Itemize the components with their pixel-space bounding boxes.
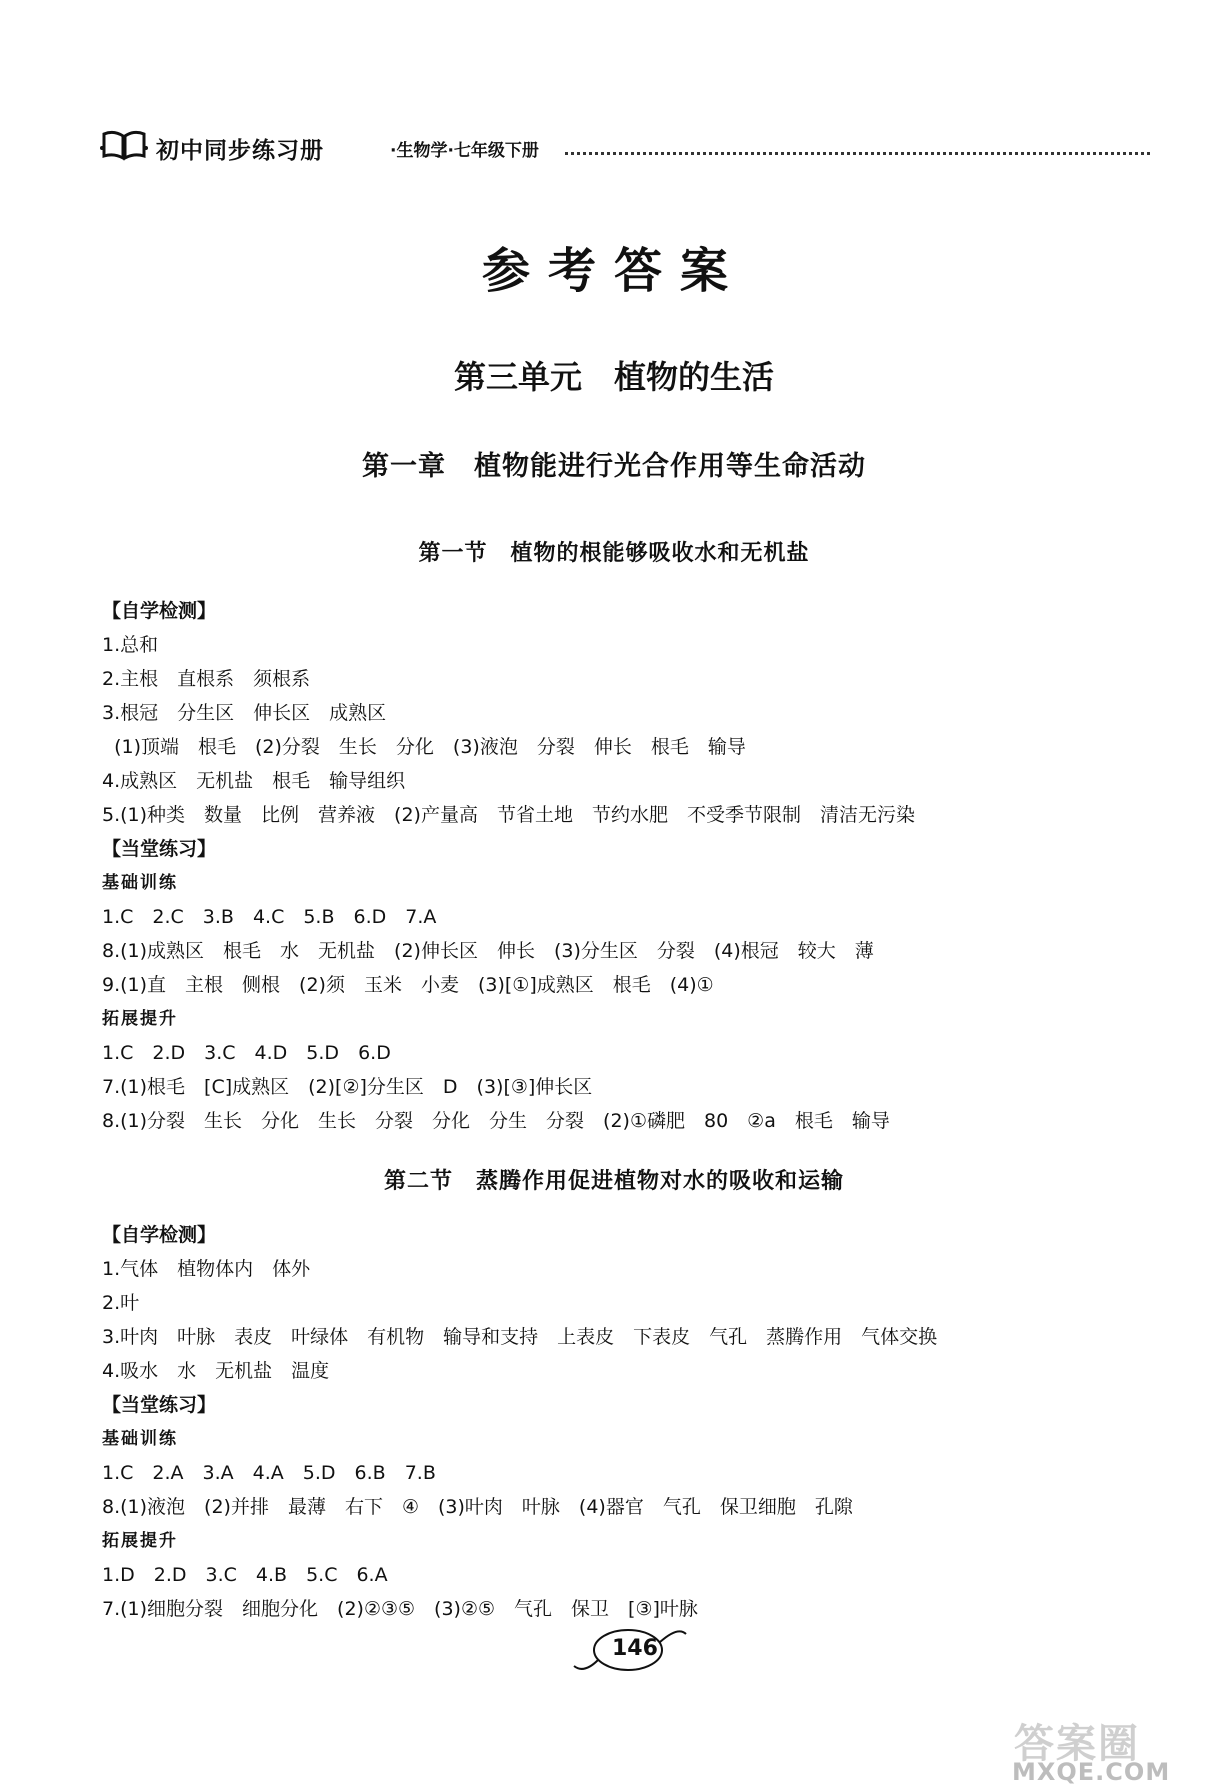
- watermark-site: MXQE.COM: [1012, 1758, 1171, 1786]
- header-rule: [565, 152, 1150, 155]
- answer-line: 9.(1)直 主根 侧根 (2)须 玉米 小麦 (3)[①]成熟区 根毛 (4)①: [102, 974, 714, 996]
- section1-title: 第一节 植物的根能够吸收水和无机盐: [418, 541, 810, 566]
- answer-line: 1.D 2.D 3.C 4.B 5.C 6.A: [102, 1564, 388, 1586]
- answer-line: 【当堂练习】: [102, 1394, 217, 1416]
- answer-line: 7.(1)根毛 [C]成熟区 (2)[②]分生区 D (3)[③]伸长区: [102, 1076, 593, 1098]
- answer-line: 2.叶: [102, 1292, 140, 1314]
- answer-line: 4.吸水 水 无机盐 温度: [102, 1360, 330, 1382]
- answer-line: 基础训练: [102, 1429, 178, 1449]
- page-number: 146: [612, 1636, 658, 1661]
- answer-line: 1.C 2.A 3.A 4.A 5.D 6.B 7.B: [102, 1462, 436, 1484]
- header-title: 初中同步练习册: [156, 138, 324, 164]
- answer-line: 1.总和: [102, 634, 159, 656]
- header-subtitle: ·生物学·七年级下册: [390, 141, 539, 161]
- answer-line: 7.(1)细胞分裂 细胞分化 (2)②③⑤ (3)②⑤ 气孔 保卫 [③]叶脉: [102, 1598, 698, 1620]
- answer-line: 8.(1)液泡 (2)并排 最薄 右下 ④ (3)叶肉 叶脉 (4)器官 气孔 保卫细胞 孔隙: [102, 1496, 853, 1518]
- answer-line: 8.(1)成熟区 根毛 水 无机盐 (2)伸长区 伸长 (3)分生区 分裂 (4)根冠 较大 薄: [102, 940, 874, 962]
- answer-line: 1.C 2.D 3.C 4.D 5.D 6.D: [102, 1042, 391, 1064]
- chapter-title: 第一章 植物能进行光合作用等生命活动: [362, 451, 866, 482]
- answer-line: 拓展提升: [102, 1009, 178, 1029]
- running-header: [100, 128, 1150, 162]
- answer-line: 3.根冠 分生区 伸长区 成熟区: [102, 702, 387, 724]
- answer-line: 基础训练: [102, 873, 178, 893]
- answer-line: 拓展提升: [102, 1531, 178, 1551]
- answer-line: (1)顶端 根毛 (2)分裂 生长 分化 (3)液泡 分裂 伸长 根毛 输导: [102, 736, 746, 758]
- answer-line: 3.叶肉 叶脉 表皮 叶绿体 有机物 输导和支持 上表皮 下表皮 气孔 蒸腾作用 气体交换: [102, 1326, 938, 1348]
- answer-line: 1.C 2.C 3.B 4.C 5.B 6.D 7.A: [102, 906, 437, 928]
- answer-line: 【当堂练习】: [102, 838, 217, 860]
- answer-line: 8.(1)分裂 生长 分化 生长 分裂 分化 分生 分裂 (2)①磷肥 80 ②a 根毛 输导: [102, 1110, 890, 1132]
- answer-line: 2.主根 直根系 须根系: [102, 668, 311, 690]
- answer-line: 5.(1)种类 数量 比例 营养液 (2)产量高 节省土地 节约水肥 不受季节限制 清洁无污染: [102, 804, 915, 826]
- doc-title: 参考答案: [481, 243, 746, 299]
- answer-line: 【自学检测】: [102, 1224, 217, 1246]
- unit-title: 第三单元 植物的生活: [453, 358, 774, 396]
- answer-line: 1.气体 植物体内 体外: [102, 1258, 311, 1280]
- section2-title: 第二节 蒸腾作用促进植物对水的吸收和运输: [383, 1169, 844, 1194]
- answer-line: 【自学检测】: [102, 600, 217, 622]
- open-book-icon: [100, 128, 148, 162]
- watermark-logo: 答案圈: [1014, 1721, 1140, 1767]
- answer-line: 4.成熟区 无机盐 根毛 输导组织: [102, 770, 406, 792]
